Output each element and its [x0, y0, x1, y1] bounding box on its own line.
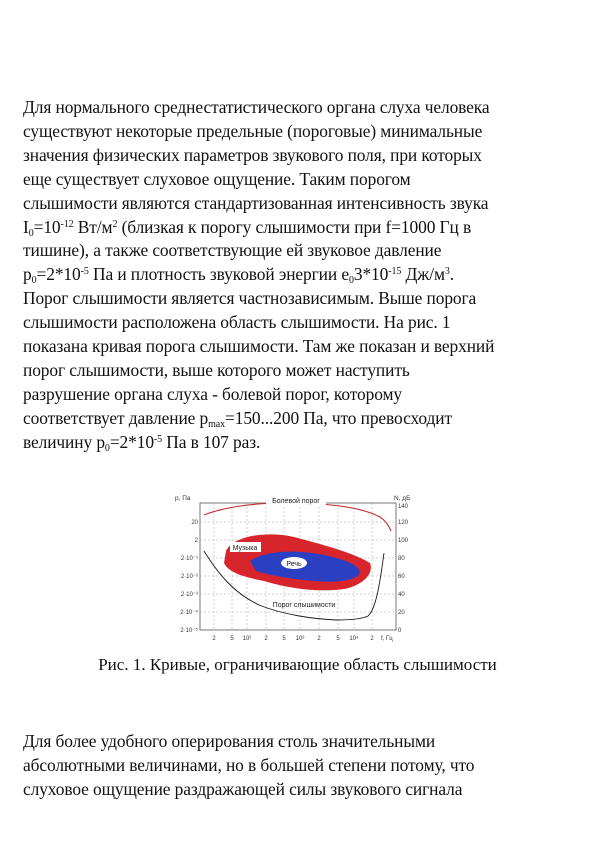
right-tick-label: 80 — [398, 556, 405, 562]
x-axis-title: f, Гц — [381, 636, 393, 642]
text-line-pmax — [23, 407, 568, 431]
right-tick-label: 120 — [398, 520, 409, 526]
text-line: абсолютными величинами, но в большей степени потому, что — [23, 754, 475, 775]
left-tick-label: 2·10⁻³ — [180, 592, 198, 598]
x-tick-label: 2 — [317, 636, 321, 642]
x-tick-label: 10⁴ — [349, 636, 359, 642]
left-tick-label: 2 — [194, 538, 198, 544]
text-fragment: . — [449, 264, 455, 285]
hearing-threshold-label: Порог слышимости — [272, 602, 336, 609]
text-line: еще существует слуховое ощущение. Таким порогом — [23, 168, 411, 189]
text-line: слышимости расположена область слышимости. На рис. 1 — [23, 312, 451, 333]
right-tick-label: 140 — [398, 504, 409, 510]
right-tick-label: 0 — [398, 628, 402, 634]
paragraph-hearing-threshold — [23, 96, 568, 455]
left-axis-title: р, Па — [175, 495, 191, 502]
hearing-area-diagram — [174, 493, 415, 648]
superscript: 2 — [112, 218, 118, 230]
text-fragment: I — [23, 216, 29, 237]
text-fragment: соответствует давление p — [23, 407, 209, 428]
x-tick-label: 2 — [370, 636, 374, 642]
subscript: 0 — [348, 275, 354, 287]
text-fragment: Па и плотность звуковой энергии e — [88, 264, 349, 285]
superscript: 3 — [444, 266, 450, 278]
left-tick-label: 2·10⁻⁵ — [180, 628, 198, 634]
text-line: значения физических параметров звукового поля, при которых — [23, 144, 482, 165]
text-line: показана кривая порога слышимости. Там же показан и верхний — [23, 336, 495, 357]
right-tick-label: 60 — [398, 574, 405, 580]
left-tick-label: 2·10⁻⁴ — [180, 610, 198, 616]
x-ticks — [212, 635, 374, 642]
text-fragment: (близкая к порогу слышимости при f=1000 Гц в — [117, 216, 472, 237]
text-fragment: Па в 107 раз. — [162, 431, 261, 452]
music-label: Музыка — [232, 545, 258, 552]
text-fragment: Вт/м — [73, 216, 113, 237]
superscript: -5 — [153, 433, 163, 445]
text-line: Порог слышимости является частнозависимым. Выше порога — [23, 288, 477, 309]
text-line: слышимости являются стандартизованная интенсивность звука — [23, 192, 489, 213]
left-tick-label: 2·10⁻² — [180, 574, 198, 580]
x-tick-label: 2 — [264, 636, 268, 642]
text-line: разрушение органа слуха - болевой порог, которому — [23, 383, 402, 404]
right-ticks — [398, 504, 409, 634]
x-tick-label: 10² — [242, 636, 252, 642]
text-line: тишине), а также соответствующие ей звуковое давление — [23, 240, 442, 261]
text-line-intensity — [23, 216, 568, 240]
pain-threshold-label: Болевой порог — [272, 498, 320, 505]
text-line: Для более удобного оперирования столь значительными — [23, 731, 436, 751]
subscript: 0 — [104, 442, 110, 454]
text-line: Для нормального среднестатистического органа слуха человека — [23, 97, 490, 117]
x-tick-label: 5 — [282, 636, 286, 642]
right-tick-label: 40 — [398, 592, 405, 598]
text-line: порог слышимости, выше которого может наступить — [23, 359, 410, 380]
left-tick-label: 2·10⁻¹ — [180, 556, 198, 562]
text-line-p0 — [23, 431, 568, 455]
subscript: 0 — [28, 227, 34, 239]
text-fragment: =2*10 — [36, 264, 81, 285]
figure-caption: Рис. 1. Кривые, ограничивающие область слышимости — [98, 655, 497, 674]
text-fragment: величину p — [23, 431, 105, 452]
text-fragment: =150...200 Па, что превосходит — [225, 407, 452, 428]
text-fragment: Дж/м — [401, 264, 445, 285]
text-line: слуховое ощущение раздражающей силы звукового сигнала — [23, 778, 463, 799]
x-tick-label: 10³ — [295, 636, 305, 642]
right-axis-title: N, дБ — [394, 495, 411, 502]
text-fragment: =2*10 — [109, 431, 154, 452]
speech-label: Речь — [286, 561, 302, 568]
right-tick-label: 100 — [398, 538, 409, 544]
x-tick-label: 5 — [336, 636, 340, 642]
text-fragment: p — [23, 264, 32, 285]
text-fragment: =10 — [33, 216, 61, 237]
superscript: -5 — [80, 266, 89, 278]
text-line: существуют некоторые предельные (пороговые) минимальные — [23, 120, 483, 141]
x-tick-label: 2 — [212, 636, 216, 642]
superscript: -12 — [60, 218, 74, 230]
subscript: max — [208, 418, 226, 430]
subscript: 0 — [31, 275, 37, 287]
text-line-pressure — [23, 263, 568, 287]
text-fragment: 3*10 — [353, 264, 389, 285]
left-tick-label: 20 — [191, 520, 198, 526]
left-ticks — [180, 520, 198, 634]
right-tick-label: 20 — [398, 610, 405, 616]
paragraph-continuation — [23, 730, 568, 802]
x-tick-label: 5 — [230, 636, 234, 642]
hearing-area-figure — [174, 493, 415, 648]
superscript: -15 — [388, 266, 402, 278]
